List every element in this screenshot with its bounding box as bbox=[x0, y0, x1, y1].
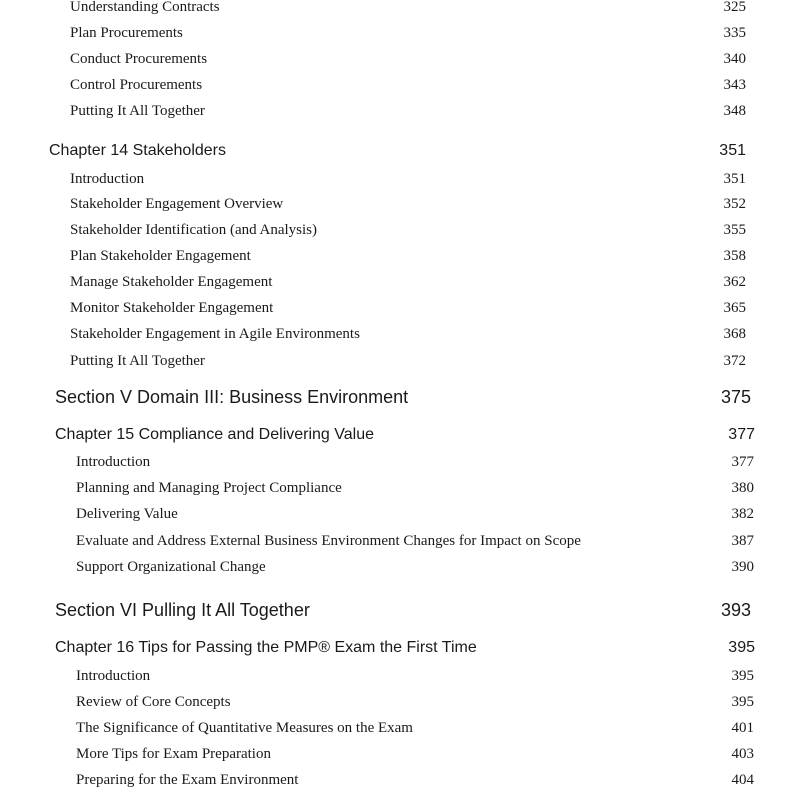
toc-entry-title: Manage Stakeholder Engagement bbox=[70, 274, 273, 290]
toc-entry-title: Introduction bbox=[76, 668, 151, 684]
toc-entry-page: 404 bbox=[731, 772, 754, 788]
chapter-title: Chapter 14 Stakeholders bbox=[49, 142, 226, 159]
toc-entry-title: Introduction bbox=[70, 171, 145, 187]
toc-entry-title: Putting It All Together bbox=[70, 353, 205, 369]
chapter-title: Chapter 15 Compliance and Delivering Value bbox=[55, 426, 374, 443]
section-page: 393 bbox=[720, 600, 751, 620]
toc-entry-title: Stakeholder Engagement Overview bbox=[70, 196, 284, 212]
toc-entry-page: 395 bbox=[731, 694, 754, 710]
toc-entry-title: Putting It All Together bbox=[70, 103, 205, 119]
toc-entry-page: 390 bbox=[731, 559, 754, 575]
toc-entry-page: 380 bbox=[731, 480, 754, 496]
toc-entry-title: Control Procurements bbox=[70, 77, 203, 93]
toc-entry-page: 351 bbox=[723, 171, 746, 187]
toc-entry-title: Delivering Value bbox=[76, 506, 178, 522]
toc-entry-title: Preparing for the Exam Environment bbox=[76, 772, 299, 788]
toc-entry-title: Evaluate and Address External Business Environment Changes for Impact on Scope bbox=[76, 533, 581, 549]
toc-entry-page: 362 bbox=[723, 274, 746, 290]
toc-entry-page: 340 bbox=[723, 51, 746, 67]
toc-entry-title: More Tips for Exam Preparation bbox=[76, 746, 271, 762]
toc-entry-page: 403 bbox=[731, 746, 754, 762]
toc-entry-page: 343 bbox=[723, 77, 746, 93]
section-title: Section VI Pulling It All Together bbox=[55, 600, 310, 620]
chapter-page: 351 bbox=[719, 142, 746, 159]
toc-entry-title: Stakeholder Identification (and Analysis) bbox=[70, 222, 318, 238]
toc-entry-page: 335 bbox=[723, 25, 746, 41]
toc-entry-title: Understanding Contracts bbox=[70, 0, 220, 15]
toc-entry-title: The Significance of Quantitative Measures on the Exam bbox=[76, 720, 413, 736]
toc-entry-title: Plan Stakeholder Engagement bbox=[70, 248, 251, 264]
toc-entry-title: Conduct Procurements bbox=[70, 51, 208, 67]
toc-entry-page: 377 bbox=[731, 454, 754, 470]
toc-entry-title: Stakeholder Engagement in Agile Environments bbox=[70, 326, 360, 342]
toc-entry-page: 401 bbox=[731, 720, 754, 736]
toc-entry-page: 348 bbox=[723, 103, 746, 119]
toc-entry-page: 372 bbox=[723, 353, 746, 369]
toc-entry-title: Introduction bbox=[76, 454, 151, 470]
chapter-title: Chapter 16 Tips for Passing the PMP® Exam the First Time bbox=[55, 639, 477, 656]
toc-entry-page: 368 bbox=[723, 326, 746, 342]
toc-entry-page: 387 bbox=[731, 533, 754, 549]
toc-entry-page: 358 bbox=[723, 248, 746, 264]
toc-entry-page: 325 bbox=[723, 0, 746, 15]
toc-entry-page: 352 bbox=[723, 196, 746, 212]
toc-entry-title: Monitor Stakeholder Engagement bbox=[70, 300, 274, 316]
chapter-page: 395 bbox=[728, 639, 755, 656]
toc-entry-title: Review of Core Concepts bbox=[76, 694, 231, 710]
toc-entry-title: Plan Procurements bbox=[70, 25, 183, 41]
section-title: Section V Domain III: Business Environment bbox=[55, 387, 409, 407]
toc-entry-title: Support Organizational Change bbox=[76, 559, 266, 575]
toc-entry-page: 395 bbox=[731, 668, 754, 684]
section-page: 375 bbox=[720, 387, 751, 407]
toc-entry-page: 382 bbox=[731, 506, 754, 522]
toc-entry-page: 355 bbox=[723, 222, 746, 238]
chapter-page: 377 bbox=[728, 426, 755, 443]
toc-entry-title: Planning and Managing Project Compliance bbox=[76, 480, 342, 496]
toc-entry-page: 365 bbox=[723, 300, 746, 316]
